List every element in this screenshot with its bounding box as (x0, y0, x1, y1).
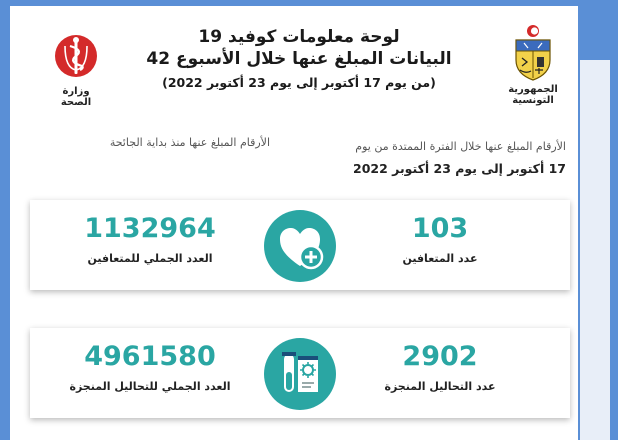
dashboard-page (10, 6, 578, 440)
weekly-heading-line2: 17 أكتوبر إلى يوم 23 أكتوبر 2022 (353, 161, 566, 176)
total-tests (60, 340, 240, 393)
side-panel (580, 60, 610, 440)
weekly-recoveries-value: 103 (411, 213, 469, 244)
weekly-tests (370, 340, 510, 393)
page-subtitle: البيانات المبلغ عنها خلال الأسبوع 42 (146, 49, 452, 69)
cumulative-heading: الأرقام المبلغ عنها منذ بداية الجائحة (109, 136, 270, 149)
date-range: (من يوم 17 أكتوبر إلى يوم 23 أكتوبر 2022) (162, 75, 436, 90)
weekly-recoveries-label: عدد المتعافين (402, 252, 478, 265)
republic-label: الجمهورية التونسية (508, 84, 558, 106)
weekly-heading-line1: الأرقام المبلغ عنها خلال الفترة الممتدة من يوم (355, 140, 566, 153)
weekly-tests-label: عدد التحاليل المنجزة (384, 380, 496, 393)
ministry-of-health-logo-icon (53, 32, 99, 84)
total-recoveries-label: العدد الجملي للمتعافين (87, 252, 213, 265)
recoveries-card (30, 200, 570, 290)
total-recoveries (60, 212, 240, 265)
total-tests-value: 4961580 (84, 341, 216, 372)
republic-emblem (496, 24, 570, 106)
tests-card (30, 328, 570, 418)
page-title: لوحة معلومات كوفيد 19 (198, 27, 400, 47)
ministry-logo (46, 32, 106, 108)
section-headings (10, 124, 578, 186)
tunisia-coat-of-arms-icon (510, 24, 556, 82)
heart-plus-icon (264, 210, 336, 282)
total-tests-label: العدد الجملي للتحاليل المنجزة (69, 380, 231, 393)
weekly-heading (296, 136, 566, 180)
weekly-recoveries (370, 212, 510, 265)
ministry-label: وزارة الصحة (60, 86, 92, 108)
test-tube-icon (264, 338, 336, 410)
header (10, 6, 578, 124)
weekly-tests-value: 2902 (402, 341, 478, 372)
total-recoveries-value: 1132964 (84, 213, 216, 244)
title-block (110, 26, 488, 93)
